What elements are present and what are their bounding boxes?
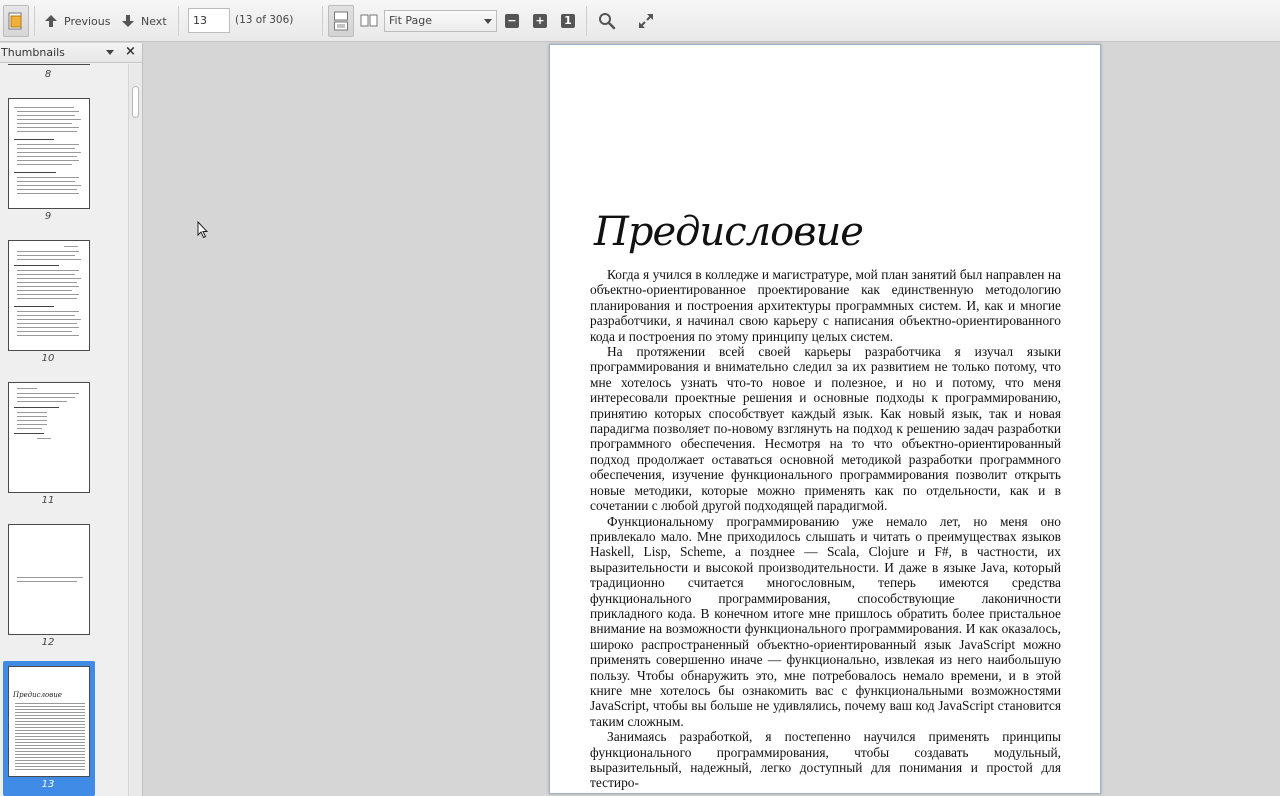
thumbnail-label: 13 xyxy=(41,779,55,790)
thumbnail-title: Предисловие xyxy=(13,691,62,699)
thumbnail-12[interactable] xyxy=(8,524,90,635)
paragraph: Функциональному программированию уже немало лет, но меня оно привлекало мало. Мне приходилось слышать и читать о преимуществах языков Haskell, Lisp, Scheme, а позднее — Scala, Clojure и F#, в частности, их выразительности и высокой производительности. И даже в языке Java, который традиционно считается многословным, теперь имеются средства функционального программирования, способствующие лаконичности прикладного кода. В конечном итоге мне пришлось обратить более пристальное внимание на возможности функционального программирования. И как оказалось, широко распространенный объектно-ориентированный язык JavaScript можно применять совершенно иначе — функционально, извлекая из него наибольшую пользу. Чтобы обнаружить это, мне потребовалось немало времени, и в этой книге мне хотелось бы ознакомить вас с функциональными возможностями JavaScript, чтобы вы больше не удивлялись, почему ваш код JavaScript становится таким сложным. xyxy=(590,513,1061,729)
zoom-in-button[interactable] xyxy=(533,14,547,28)
search-button[interactable] xyxy=(597,11,617,31)
thumbnail-11[interactable] xyxy=(8,382,90,493)
dual-page-icon xyxy=(360,14,378,28)
continuous-pages-icon xyxy=(333,11,349,31)
arrow-down-icon xyxy=(121,14,135,28)
zoom-value: Fit Page xyxy=(389,14,433,27)
sidebar xyxy=(0,43,143,796)
paragraph: Занимаясь разработкой, я постепенно научился применять принципы функционального программирования, чтобы создавать модульный, выразительный, надежный, легко доступный для понимания и простой для тестиро- xyxy=(590,729,1061,791)
continuous-scroll-button[interactable] xyxy=(328,5,354,37)
thumbnail-label: 12 xyxy=(41,637,55,648)
separator xyxy=(34,6,35,36)
thumbnail-8[interactable] xyxy=(8,64,90,65)
scrollbar-thumb[interactable] xyxy=(132,86,139,118)
fullscreen-button[interactable] xyxy=(636,11,656,31)
thumbnail-10[interactable] xyxy=(8,240,90,351)
thumbnail-label: 8 xyxy=(44,69,52,80)
document-viewer[interactable] xyxy=(143,43,1280,796)
separator xyxy=(178,6,179,36)
zoom-reset-button[interactable] xyxy=(561,14,575,28)
page-body xyxy=(590,267,1061,791)
previous-label: Previous xyxy=(64,14,111,28)
thumbnail-9[interactable] xyxy=(8,98,90,209)
arrow-up-icon xyxy=(44,14,58,28)
sidebar-toggle-button[interactable] xyxy=(3,5,29,37)
sidebar-scrollbar[interactable] xyxy=(128,64,142,796)
sidebar-toggle-icon xyxy=(8,12,24,30)
thumbnail-list xyxy=(0,64,128,796)
paragraph: На протяжении всей своей карьеры разработчика я изучал языки программирования и внимательно следил за их развитием не только потому, что мне хотелось узнать что-то новое и полезное, и но и потому, что меня интересовали проектные решения и основные подходы к программированию, принятию которых способствует каждый язык. Как новый язык, так и новая парадигма позволяет по-новому взглянуть на подход к решению задач разработки программного обеспечения. Несмотря на то что объектно-ориентированный подход продолжает оставаться основной методикой разработки программного обеспечения, изучение функционального программирования позволит открыть новые методики, которые можно применять как по отдельности, как и в сочетании с любой другой подходящей парадигмой. xyxy=(590,344,1061,514)
actual-size-icon: 1 xyxy=(564,14,572,27)
page-count: (13 of 306) xyxy=(235,14,294,26)
separator xyxy=(586,6,587,36)
sidebar-title: Thumbnails xyxy=(1,46,65,59)
toolbar xyxy=(0,0,1280,42)
paragraph: Когда я учился в колледже и магистратуре, мой план занятий был направлен на объектно-ориентированное проектирование как единственную методологию планирования и построения архитектуры программных систем. И, как и многие разработчики, я начинал свою карьеру с написания объектно-ориентированного кода и построения по этому принципу целых систем. xyxy=(590,267,1061,344)
page-number-input[interactable] xyxy=(188,8,230,33)
chevron-down-icon xyxy=(484,19,492,24)
sidebar-header xyxy=(0,43,142,63)
zoom-out-button[interactable] xyxy=(505,14,519,28)
search-icon xyxy=(598,12,616,30)
dual-page-button[interactable] xyxy=(360,13,378,29)
next-label: Next xyxy=(141,14,167,28)
separator xyxy=(322,6,323,36)
mouse-cursor-icon xyxy=(197,221,209,239)
thumbnail-label: 10 xyxy=(41,353,55,364)
next-button[interactable] xyxy=(121,12,167,30)
document-page xyxy=(549,44,1101,794)
thumbnail-label: 11 xyxy=(41,495,55,506)
close-icon[interactable]: × xyxy=(125,44,136,59)
thumbnail-label: 9 xyxy=(44,211,52,222)
minus-icon: − xyxy=(507,14,517,27)
previous-button[interactable] xyxy=(44,12,111,30)
fullscreen-icon xyxy=(637,12,655,30)
page-title: Предисловие xyxy=(594,209,863,255)
thumbnail-13[interactable] xyxy=(8,666,90,777)
plus-icon: + xyxy=(535,14,545,27)
chevron-down-icon[interactable] xyxy=(106,50,114,55)
zoom-select[interactable] xyxy=(384,10,497,32)
